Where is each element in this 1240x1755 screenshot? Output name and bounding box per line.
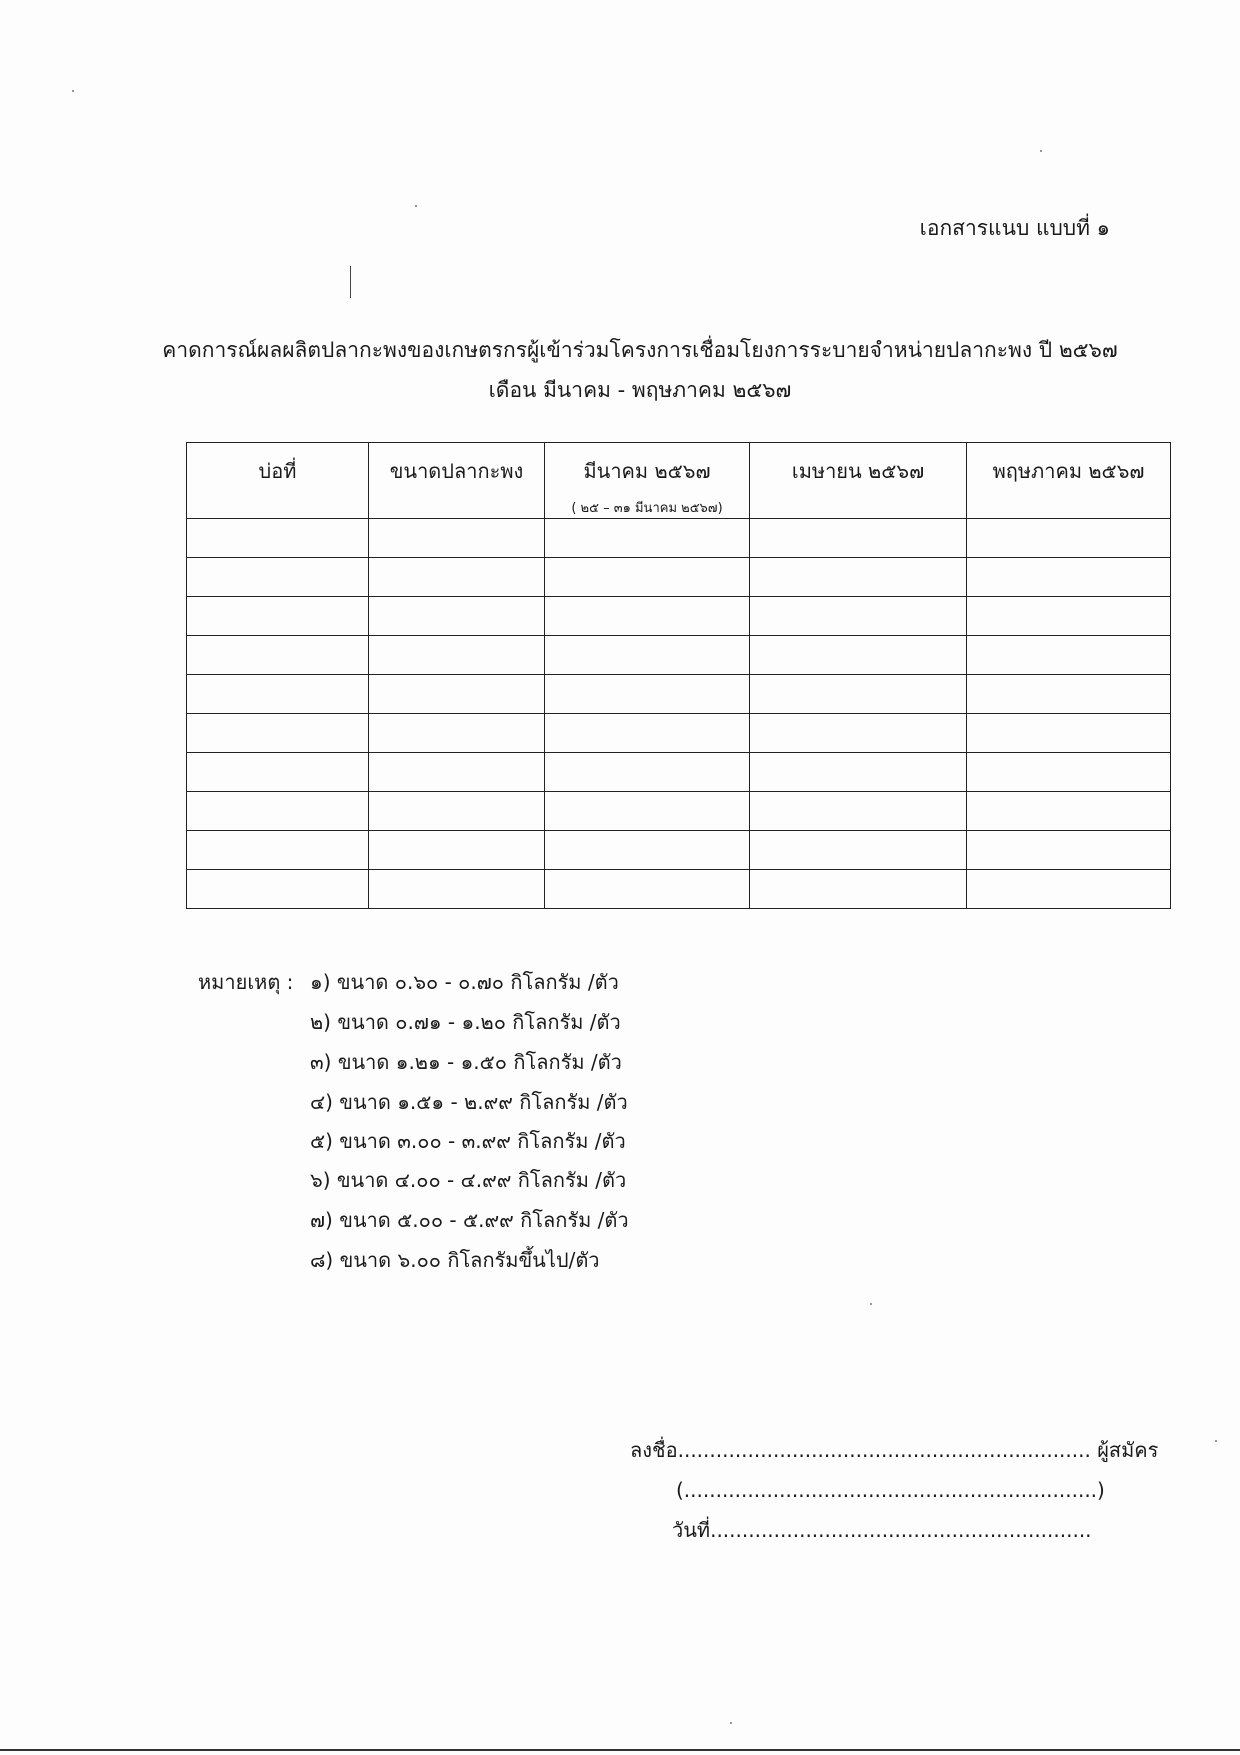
table-cell[interactable] [967, 675, 1171, 714]
note-item: ๒) ขนาด ๐.๗๑ - ๑.๒๐ กิโลกรัม /ตัว [310, 1010, 621, 1034]
table-cell[interactable] [187, 753, 369, 792]
scan-speck [730, 1722, 732, 1724]
table-cell[interactable] [545, 831, 750, 870]
table-cell[interactable] [967, 597, 1171, 636]
table-cell[interactable] [369, 597, 545, 636]
table-cell[interactable] [369, 870, 545, 909]
table-row [187, 519, 1171, 558]
header-may: พฤษภาคม ๒๕๖๗ [967, 443, 1171, 519]
table-row [187, 792, 1171, 831]
table-cell[interactable] [750, 675, 967, 714]
table-cell[interactable] [187, 519, 369, 558]
table-row [187, 558, 1171, 597]
table-cell[interactable] [750, 870, 967, 909]
table-cell[interactable] [187, 597, 369, 636]
note-item: ๖) ขนาด ๔.๐๐ - ๔.๙๙ กิโลกรัม /ตัว [310, 1168, 627, 1192]
header-march-period: ( ๒๕ – ๓๑ มีนาคม ๒๕๖๗) [571, 501, 723, 516]
table-cell[interactable] [369, 792, 545, 831]
printed-name-line[interactable]: (.................................................................) [676, 1478, 1105, 1502]
table-cell[interactable] [750, 597, 967, 636]
note-item: ๕) ขนาด ๓.๐๐ - ๓.๙๙ กิโลกรัม /ตัว [310, 1129, 626, 1153]
table-cell[interactable] [187, 675, 369, 714]
table-cell[interactable] [545, 870, 750, 909]
page-edge-line [0, 1749, 1240, 1751]
table-cell[interactable] [545, 753, 750, 792]
table-cell[interactable] [750, 519, 967, 558]
table-cell[interactable] [545, 558, 750, 597]
table-cell[interactable] [187, 831, 369, 870]
header-march-label: มีนาคม ๒๕๖๗ [583, 459, 711, 483]
note-item: ๓) ขนาด ๑.๒๑ - ๑.๕๐ กิโลกรัม /ตัว [310, 1050, 622, 1074]
scan-mark [350, 266, 351, 298]
attachment-label: เอกสารแนบ แบบที่ ๑ [919, 216, 1110, 240]
header-fish-size: ขนาดปลากะพง [369, 443, 545, 519]
table-cell[interactable] [369, 714, 545, 753]
table-cell[interactable] [967, 870, 1171, 909]
scan-speck [415, 205, 417, 207]
table-row [187, 675, 1171, 714]
table-cell[interactable] [750, 714, 967, 753]
notes-label: หมายเหตุ : [198, 970, 294, 994]
table-cell[interactable] [369, 636, 545, 675]
table-cell[interactable] [750, 558, 967, 597]
table-cell[interactable] [545, 597, 750, 636]
table-row [187, 870, 1171, 909]
table-cell[interactable] [967, 558, 1171, 597]
table-cell[interactable] [545, 636, 750, 675]
scan-speck [870, 1303, 872, 1305]
table-cell[interactable] [187, 792, 369, 831]
table-row [187, 597, 1171, 636]
forecast-table [186, 442, 1171, 909]
table-cell[interactable] [187, 714, 369, 753]
table-cell[interactable] [967, 714, 1171, 753]
table-cell[interactable] [369, 558, 545, 597]
table-cell[interactable] [750, 636, 967, 675]
note-item: ๗) ขนาด ๕.๐๐ - ๕.๙๙ กิโลกรัม /ตัว [310, 1208, 629, 1232]
scan-speck [72, 90, 74, 92]
table-cell[interactable] [187, 558, 369, 597]
table-cell[interactable] [369, 519, 545, 558]
signature-line[interactable]: ลงชื่อ................................................................. ผู้สมัคร [630, 1438, 1159, 1462]
table-cell[interactable] [545, 792, 750, 831]
title-line-1: คาดการณ์ผลผลิตปลากะพงของเกษตรกรผู้เข้าร่วมโครงการเชื่อมโยงการระบายจำหน่ายปลากะพง ปี ๒๕๖๗ [162, 338, 1118, 362]
scan-speck [1215, 1440, 1217, 1442]
table-cell[interactable] [545, 675, 750, 714]
table-cell[interactable] [369, 753, 545, 792]
table-cell[interactable] [545, 519, 750, 558]
title-line-2: เดือน มีนาคม - พฤษภาคม ๒๕๖๗ [488, 378, 792, 402]
table-header-row [187, 443, 1171, 519]
note-item: ๔) ขนาด ๑.๕๑ - ๒.๙๙ กิโลกรัม /ตัว [310, 1090, 628, 1114]
date-line[interactable]: วันที่............................................................ [672, 1518, 1092, 1542]
table-row [187, 753, 1171, 792]
header-april: เมษายน ๒๕๖๗ [750, 443, 967, 519]
table-cell[interactable] [967, 831, 1171, 870]
table-cell[interactable] [750, 753, 967, 792]
note-item: ๑) ขนาด ๐.๖๐ - ๐.๗๐ กิโลกรัม /ตัว [310, 970, 619, 994]
scan-speck [1040, 150, 1042, 152]
table-row [187, 831, 1171, 870]
table-cell[interactable] [545, 714, 750, 753]
table-cell[interactable] [750, 792, 967, 831]
table-row [187, 714, 1171, 753]
table-cell[interactable] [187, 636, 369, 675]
table-row [187, 636, 1171, 675]
table-cell[interactable] [369, 831, 545, 870]
table-cell[interactable] [750, 831, 967, 870]
table-cell[interactable] [967, 519, 1171, 558]
table-cell[interactable] [369, 675, 545, 714]
document-title [150, 330, 1130, 410]
signature-block [630, 1430, 1158, 1550]
table-cell[interactable] [967, 636, 1171, 675]
header-pond: บ่อที่ [187, 443, 369, 519]
table-cell[interactable] [187, 870, 369, 909]
table-cell[interactable] [967, 792, 1171, 831]
note-item: ๘) ขนาด ๖.๐๐ กิโลกรัมขึ้นไป/ตัว [310, 1248, 600, 1272]
table-cell[interactable] [967, 753, 1171, 792]
header-march [545, 443, 750, 519]
